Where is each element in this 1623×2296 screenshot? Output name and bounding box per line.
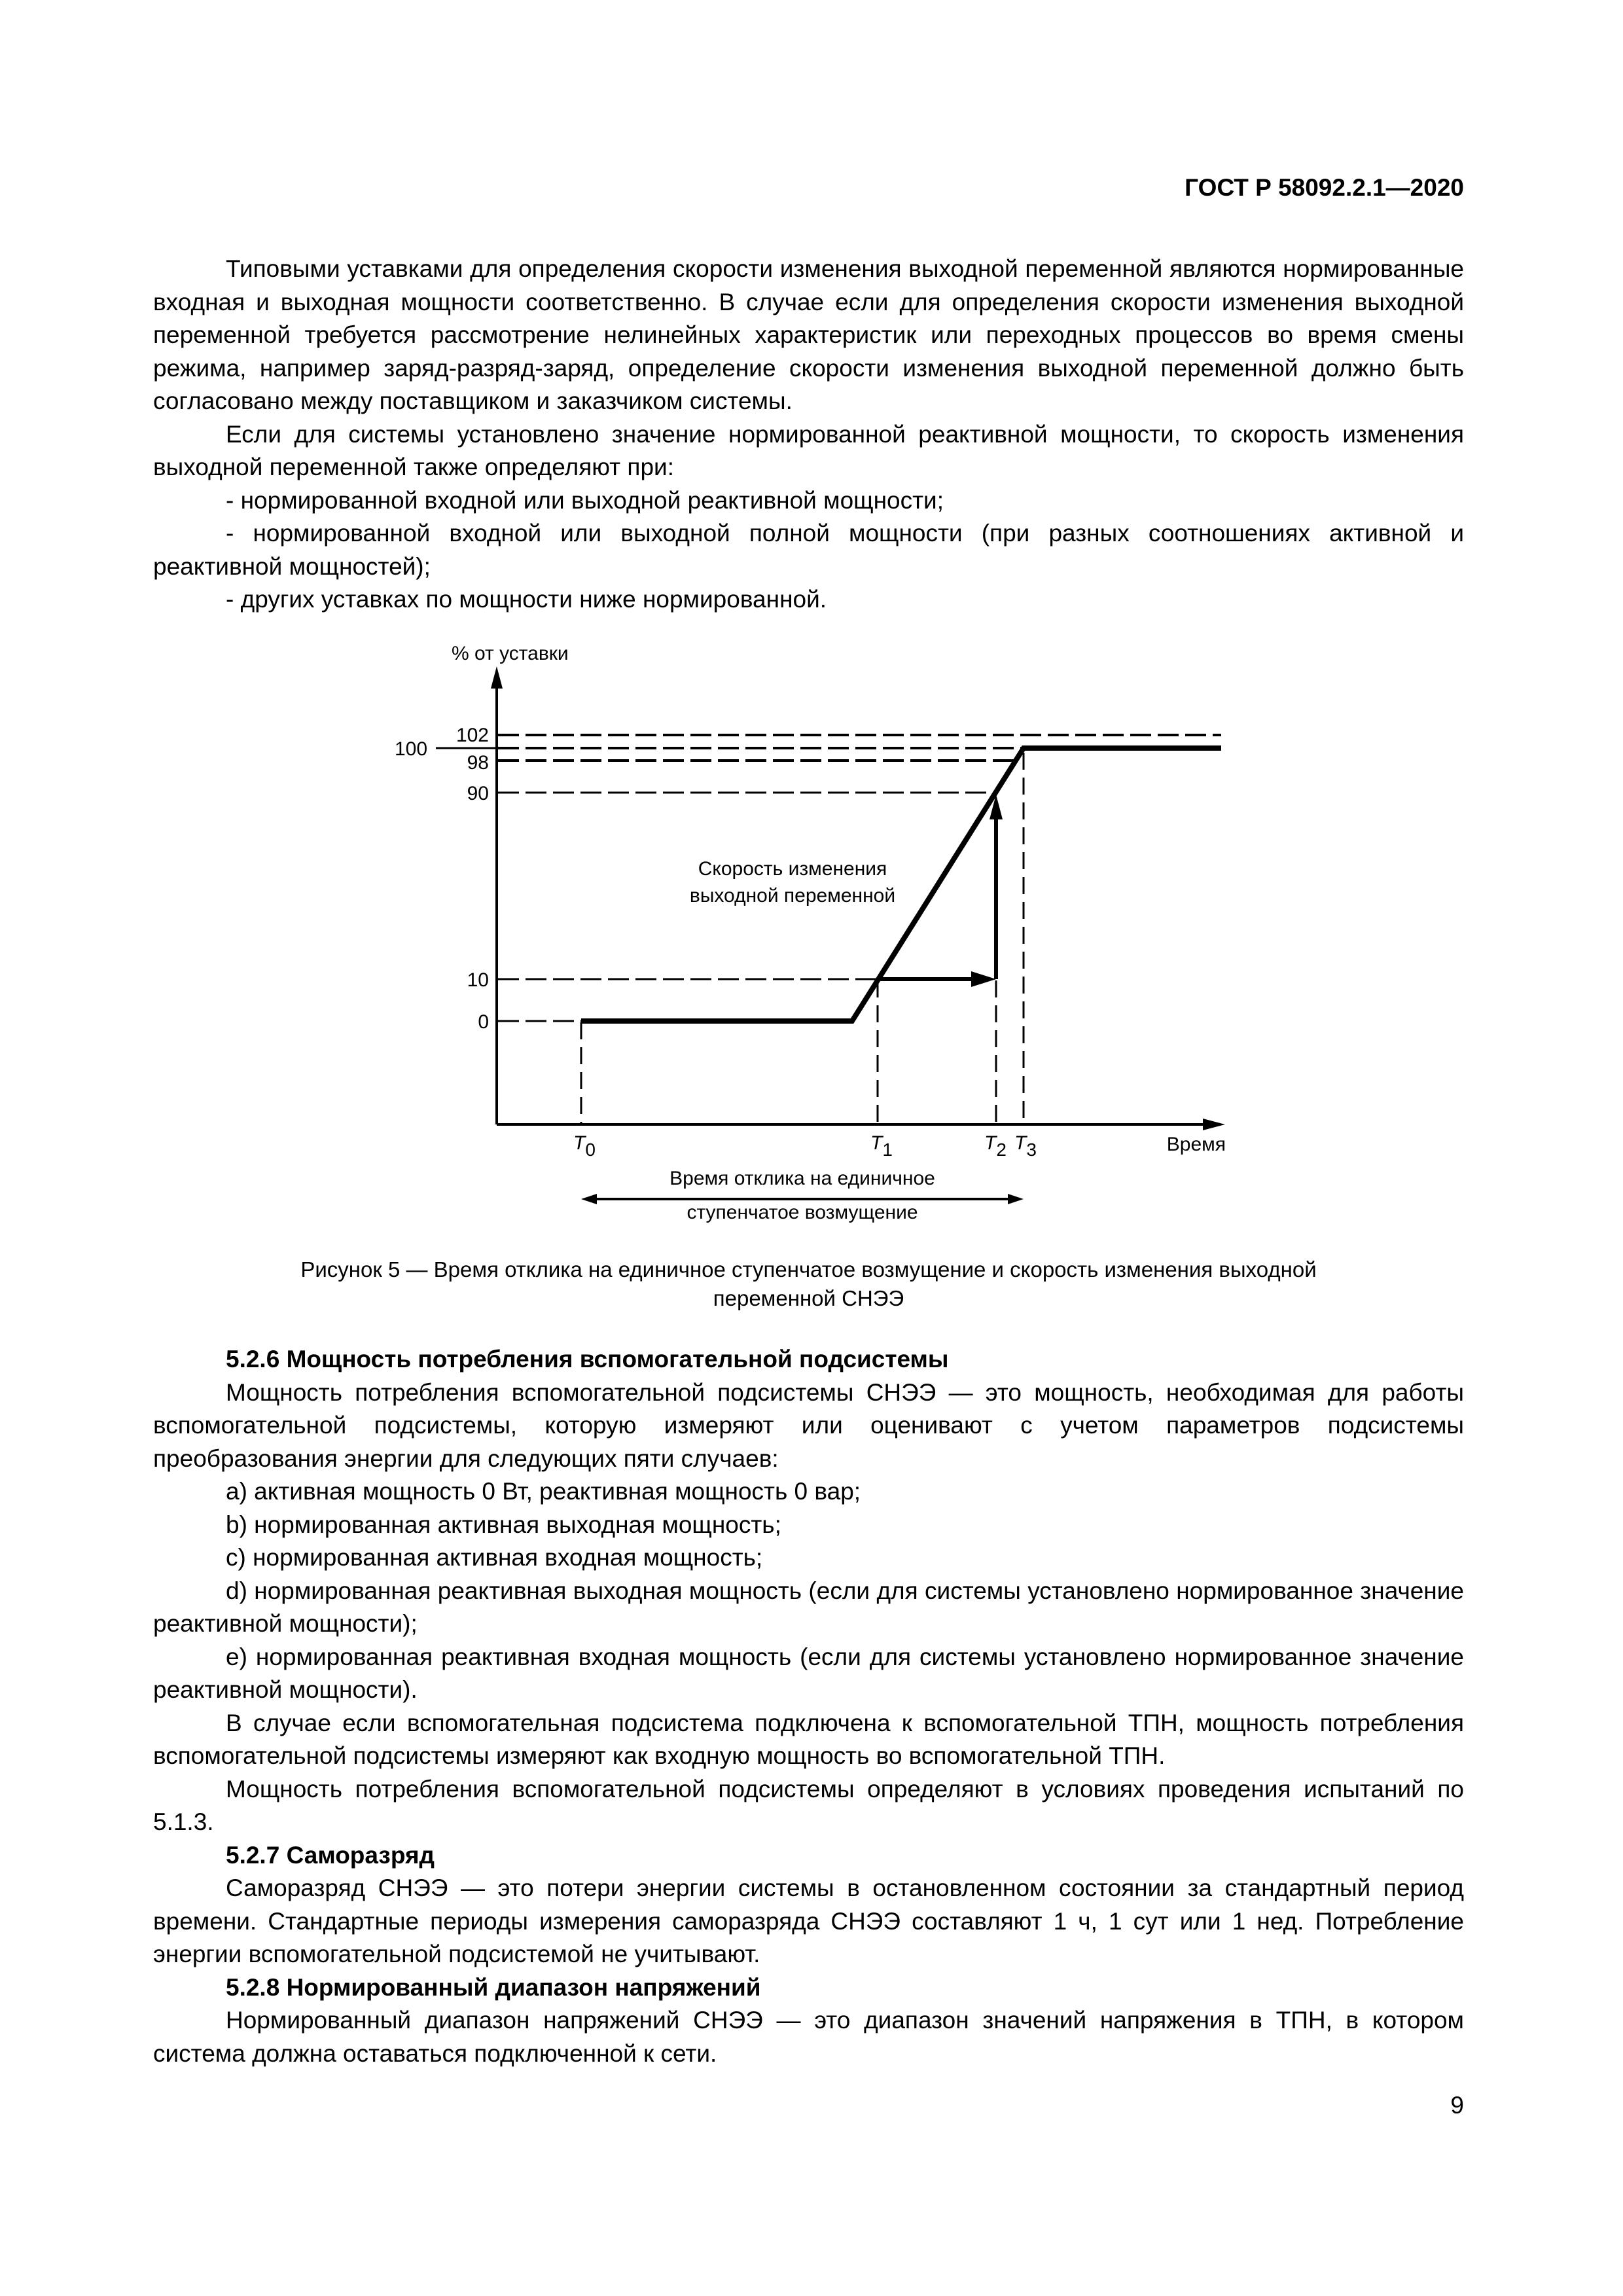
figure-caption-line1: Рисунок 5 — Время отклика на единичное ступенчатое возмущение и скорость изменения выходной [300,1257,1317,1282]
x-tick-t0: T0 [573,1132,596,1160]
intro-paragraph-1: Типовыми уставками для определения скорости изменения выходной переменной являются нормированные входная и выходная мощности соответственно. В случае если для определения скорости изменения выходной переменной требуется рассмотрение нелинейных характеристик или переходных процессов во время смены режима, например заряд-разряд-заряд, определение скорости изменения выходной переменной должно быть согласовано между поставщиком и заказчиком системы. [153,255,1464,414]
section-5-2-6 [153,1343,1464,2070]
list-item: c) нормированная активная входная мощность; [226,1544,763,1571]
intro-paragraph-2: Если для системы установлено значение нормированной реактивной мощности, то скорость изменения выходной переменной также определяют при: [153,420,1464,480]
x-axis-arrow-icon [1203,1119,1225,1130]
x-axis-label: Время [1166,1134,1226,1155]
list-item: - других уставках по мощности ниже нормированной. [226,586,827,613]
y-tick-102: 102 [455,725,489,746]
section-5-2-7-paragraph-1: Саморазряд СНЭЭ — это потери энергии системы в остановленном состоянии за стандартный период времени. Стандартные периоды измерения саморазряда СНЭЭ составляют 1 ч, 1 сут или 1 нед. Потребление энергии вспомогательной подсистемой не учитывают. [153,1874,1464,1967]
x-tick-t3: T3 [1014,1132,1037,1160]
response-label-line2: ступенчатое возмущение [687,1202,918,1223]
arrow-up-icon [990,795,1003,819]
arrow-left-icon [581,1194,597,1204]
intro-section [153,253,1464,617]
page-number: 9 [1450,2092,1464,2119]
list-item: a) активная мощность 0 Вт, реактивная мощность 0 вар; [226,1478,861,1505]
rate-label-line2: выходной переменной [689,885,896,906]
figure-caption [153,1255,1464,1313]
section-5-2-8-paragraph-1: Нормированный диапазон напряжений СНЭЭ — это диапазон значений напряжения в ТПН, в котором система должна оставаться подключенной к сети. [153,2007,1464,2067]
section-5-2-6-paragraph-1: Мощность потребления вспомогательной подсистемы СНЭЭ — это мощность, необходимая для работы вспомогательной подсистемы, которую измеряют или оценивают с учетом параметров подсистемы преобразования энергии для следующих пяти случаев: [153,1378,1464,1472]
y-tick-0: 0 [478,1011,489,1033]
y-tick-90: 90 [467,783,489,804]
y-tick-10: 10 [467,969,489,991]
rate-label-line1: Скорость изменения [698,858,887,880]
x-tick-t1: T1 [870,1132,893,1160]
y-axis-label: % от уставки [452,643,569,664]
x-tick-t2: T2 [984,1132,1007,1160]
y-axis-arrow-icon [491,666,503,689]
section-heading-5-2-6: 5.2.6 Мощность потребления вспомогательной подсистемы [226,1346,949,1372]
y-tick-98: 98 [467,752,489,774]
section-5-2-6-paragraph-2: В случае если вспомогательная подсистема подключена к вспомогательной ТПН, мощность потребления вспомогательной подсистемы измеряют как входную мощность во вспомогательной ТПН. [153,1709,1464,1769]
section-5-2-6-paragraph-3: Мощность потребления вспомогательной подсистемы определяют в условиях проведения испытаний по 5.1.3. [153,1775,1464,1835]
list-item: d) нормированная реактивная выходная мощность (если для системы установлено нормированное значение реактивной мощности); [153,1577,1464,1637]
section-heading-5-2-8: 5.2.8 Нормированный диапазон напряжений [226,1973,761,2001]
response-curve [581,748,1221,1021]
list-item: e) нормированная реактивная входная мощность (если для системы установлено нормированное значение реактивной мощности). [153,1643,1464,1703]
figure-caption-line2: переменной СНЭЭ [713,1286,904,1310]
y-tick-100: 100 [395,738,428,760]
list-item: - нормированной входной или выходной реактивной мощности; [226,486,944,514]
list-item: b) нормированная активная выходная мощность; [226,1511,781,1538]
arrow-right-icon [1008,1194,1024,1204]
document-header-id: ГОСТ Р 58092.2.1—2020 [1185,174,1464,201]
list-item: - нормированной входной или выходной полной мощности (при разных соотношениях активной и реактивной мощностей); [153,520,1464,580]
response-label-line1: Время отклика на единичное [669,1168,935,1189]
section-heading-5-2-7: 5.2.7 Саморазряд [226,1841,435,1869]
arrow-right-icon [971,971,996,987]
